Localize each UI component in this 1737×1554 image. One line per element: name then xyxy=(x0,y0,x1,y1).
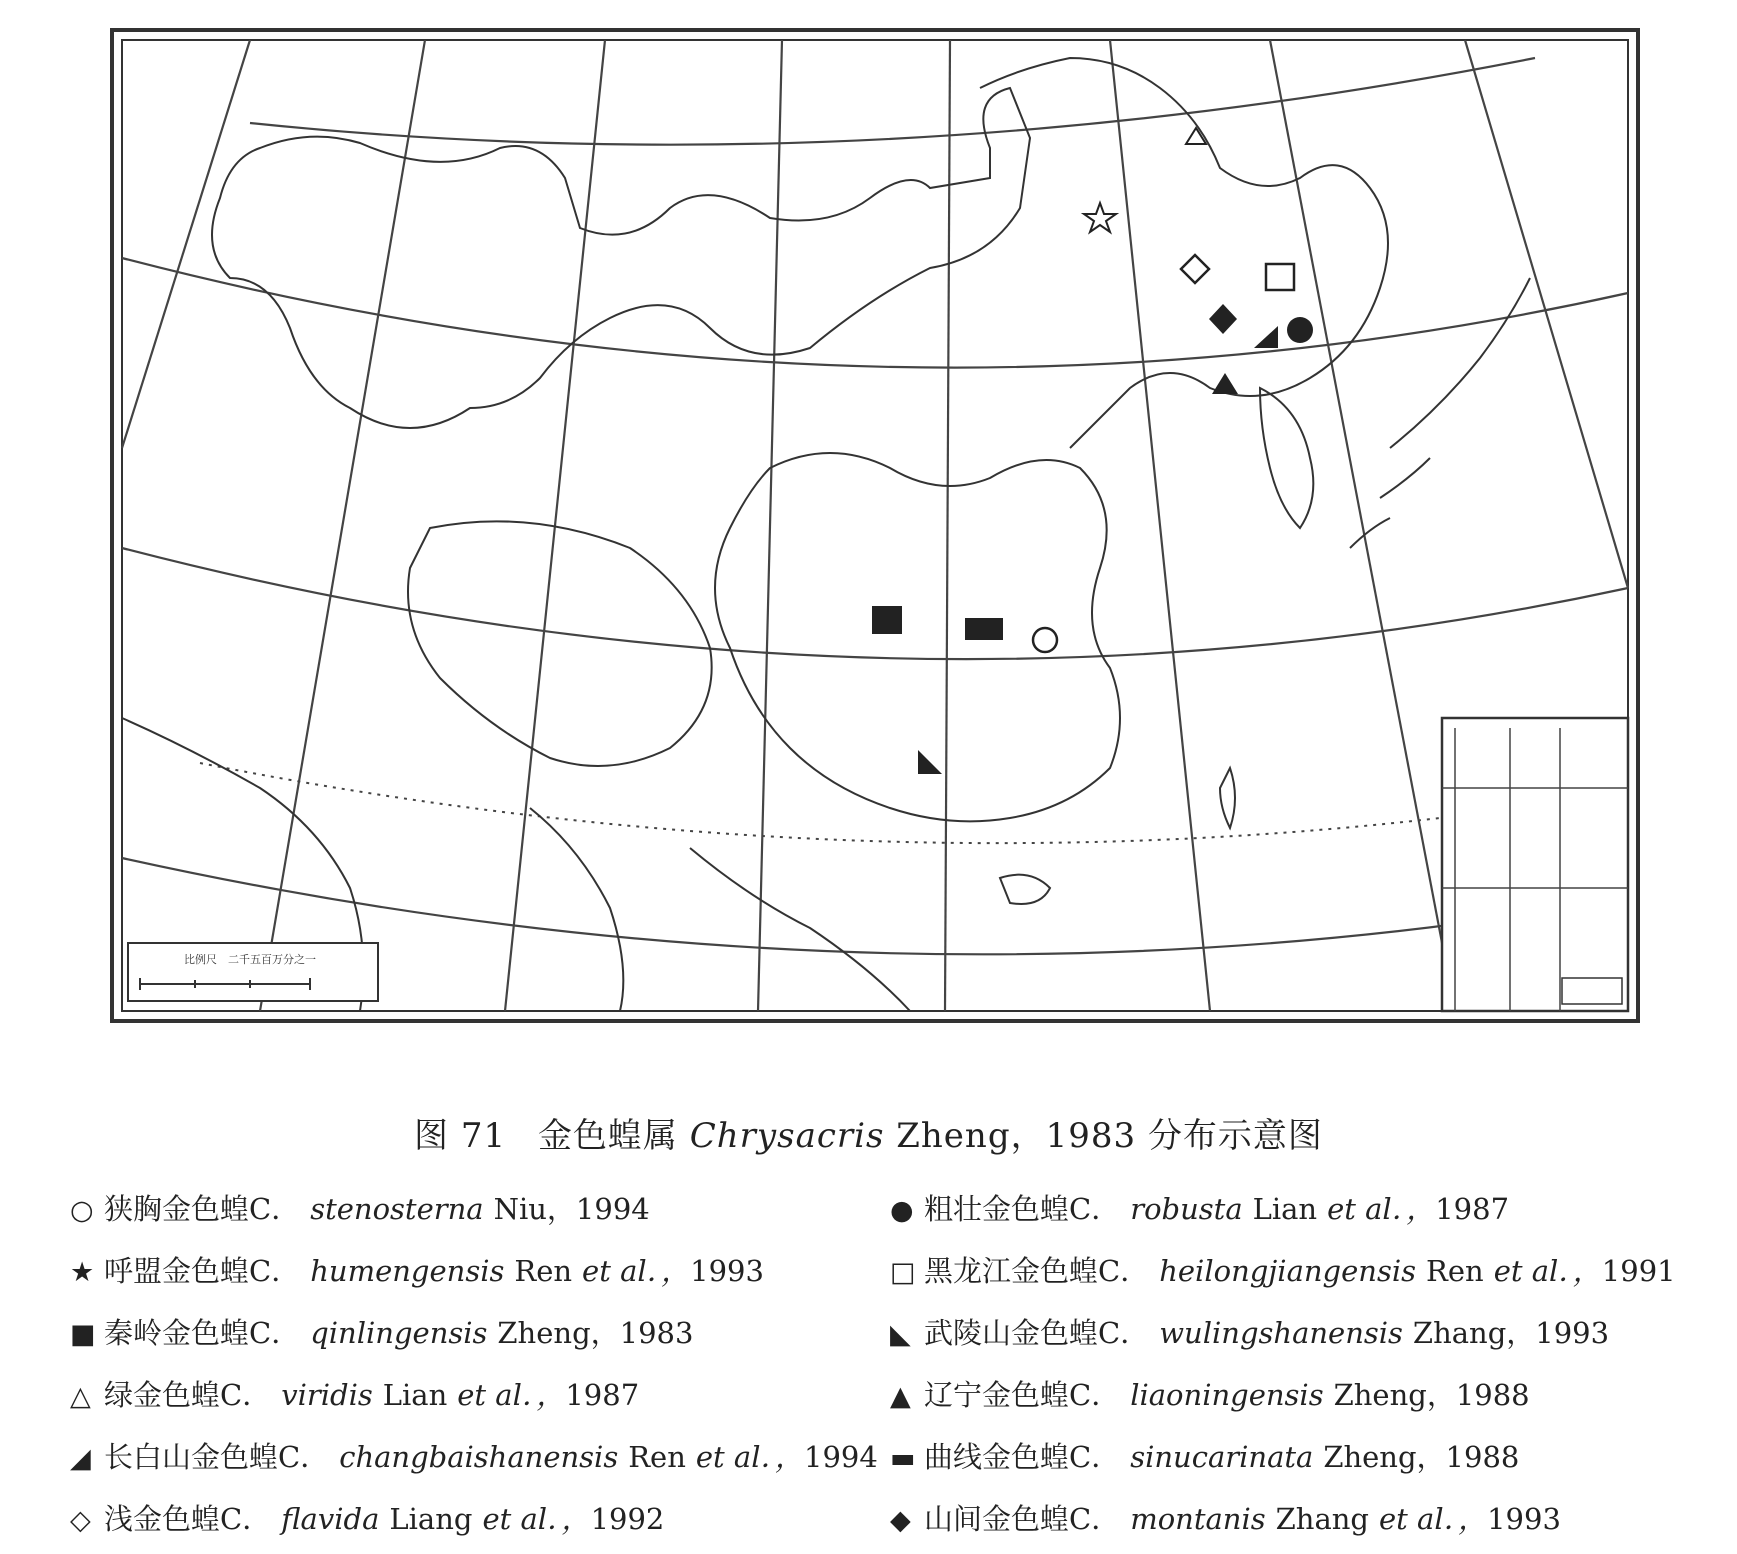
figure-title-cn: 金色蝗属 xyxy=(537,1116,678,1156)
marker-filled-rectangle xyxy=(965,618,1003,640)
legend-species: qinlingensis xyxy=(310,1316,488,1350)
legend-genus-abbr: C． xyxy=(1069,1440,1121,1474)
legend-item xyxy=(70,1178,878,1240)
legend-genus-abbr: C． xyxy=(249,1192,301,1226)
open-diamond-icon: ◇ xyxy=(70,1505,91,1536)
legend-species: humengensis xyxy=(310,1254,505,1288)
legend-year: 1992 xyxy=(590,1502,665,1536)
legend-species: stenosterna xyxy=(310,1192,484,1226)
filled-diamond-icon: ◆ xyxy=(890,1505,911,1536)
legend-year: 1987 xyxy=(565,1378,640,1412)
legend-cn-name: 呼盟金色蝗 xyxy=(104,1254,250,1288)
legend-author: Zhang xyxy=(1275,1502,1369,1536)
legend-item xyxy=(70,1240,878,1302)
legend-author: Zheng， xyxy=(1323,1440,1446,1474)
legend-cn-name: 秦岭金色蝗 xyxy=(104,1316,250,1350)
filled-circle-icon: ● xyxy=(890,1195,914,1226)
legend-etal: et al．， xyxy=(482,1502,591,1536)
legend-cn-name: 粗壮金色蝗 xyxy=(924,1192,1070,1226)
legend-item xyxy=(70,1426,878,1488)
legend-species: changbaishanensis xyxy=(339,1440,619,1474)
filled-rectangle-icon: ▬ xyxy=(890,1443,916,1474)
legend-year: 1983 xyxy=(619,1316,694,1350)
legend-author: Lian xyxy=(382,1378,448,1412)
legend-item xyxy=(70,1302,878,1364)
figure-number: 图 71 xyxy=(414,1116,507,1156)
legend-species: robusta xyxy=(1130,1192,1243,1226)
legend-genus-abbr: C． xyxy=(1098,1316,1150,1350)
legend-item xyxy=(890,1302,1676,1364)
legend-genus-abbr: C． xyxy=(249,1254,301,1288)
legend-genus-abbr: C． xyxy=(1098,1254,1150,1288)
legend-cn-name: 绿金色蝗 xyxy=(104,1378,221,1412)
legend-author: Zheng， xyxy=(497,1316,620,1350)
filled-star-icon: ★ xyxy=(70,1257,95,1288)
legend-item xyxy=(70,1364,878,1426)
scale-box xyxy=(128,943,378,1001)
legend-cn-name: 山间金色蝗 xyxy=(924,1502,1070,1536)
legend-item xyxy=(70,1488,878,1550)
legend-year: 1987 xyxy=(1435,1192,1510,1226)
legend-year: 1994 xyxy=(804,1440,878,1474)
legend-item xyxy=(890,1364,1676,1426)
legend-year: 1993 xyxy=(1535,1316,1610,1350)
open-square-icon: □ xyxy=(890,1257,916,1288)
legend-cn-name: 曲线金色蝗 xyxy=(924,1440,1070,1474)
legend-author: Niu， xyxy=(493,1192,576,1226)
legend-author: Zhang， xyxy=(1412,1316,1536,1350)
legend-author: Ren xyxy=(514,1254,573,1288)
legend-cn-name: 武陵山金色蝗 xyxy=(924,1316,1099,1350)
legend-cn-name: 黑龙江金色蝗 xyxy=(924,1254,1099,1288)
legend-author: Ren xyxy=(1426,1254,1484,1288)
left-right-triangle-icon: ◣ xyxy=(890,1319,911,1350)
legend-year: 1993 xyxy=(1487,1502,1561,1536)
legend-year: 1993 xyxy=(690,1254,764,1288)
legend-item xyxy=(890,1178,1676,1240)
legend-species: sinucarinata xyxy=(1130,1440,1314,1474)
legend-author: Liang xyxy=(389,1502,473,1536)
figure-suffix: 分布示意图 xyxy=(1147,1116,1323,1156)
right-triangle-icon: ◢ xyxy=(70,1443,91,1474)
legend-year: 1991 xyxy=(1601,1254,1676,1288)
legend-cn-name: 浅金色蝗 xyxy=(104,1502,221,1536)
open-circle-icon: ○ xyxy=(70,1195,94,1226)
legend-genus-abbr: C． xyxy=(1069,1192,1121,1226)
inset-label-box xyxy=(1562,978,1622,1004)
south-china-sea-inset xyxy=(1442,718,1628,1011)
legend-etal: et al．， xyxy=(1379,1502,1488,1536)
legend-etal: et al．， xyxy=(457,1378,566,1412)
legend-cn-name: 狭胸金色蝗 xyxy=(104,1192,250,1226)
legend-left-column xyxy=(70,1178,878,1550)
legend-genus-abbr: C． xyxy=(1069,1378,1121,1412)
legend-genus-abbr: C． xyxy=(249,1316,301,1350)
filled-square-icon: ■ xyxy=(70,1319,96,1350)
legend-year: 1994 xyxy=(575,1192,650,1226)
figure-genus: Chrysacris xyxy=(689,1116,885,1156)
legend-species: wulingshanensis xyxy=(1159,1316,1403,1350)
map-svg xyxy=(110,28,1640,1023)
legend-etal: et al．， xyxy=(695,1440,804,1474)
legend-author: Lian xyxy=(1252,1192,1318,1226)
open-triangle-icon: △ xyxy=(70,1381,91,1412)
legend-species: heilongjiangensis xyxy=(1159,1254,1416,1288)
legend-cn-name: 长白山金色蝗 xyxy=(104,1440,279,1474)
legend-etal: et al．， xyxy=(1493,1254,1602,1288)
scale-text: 比例尺 二千五百万分之一 xyxy=(184,953,316,966)
legend-genus-abbr: C． xyxy=(1069,1502,1121,1536)
legend-item xyxy=(890,1426,1676,1488)
legend-species: flavida xyxy=(281,1502,380,1536)
figure-authority: Zheng，1983 xyxy=(896,1116,1137,1156)
marker-filled-square xyxy=(872,606,902,634)
legend-author: Zheng， xyxy=(1333,1378,1456,1412)
legend-species: viridis xyxy=(281,1378,373,1412)
legend-author: Ren xyxy=(628,1440,686,1474)
legend-item xyxy=(890,1240,1676,1302)
legend-etal: et al．， xyxy=(582,1254,691,1288)
legend-genus-abbr: C． xyxy=(220,1502,272,1536)
legend-species: liaoningensis xyxy=(1130,1378,1324,1412)
legend-etal: et al．， xyxy=(1327,1192,1436,1226)
legend-cn-name: 辽宁金色蝗 xyxy=(924,1378,1070,1412)
legend-year: 1988 xyxy=(1445,1440,1520,1474)
legend-right-column xyxy=(890,1178,1676,1550)
legend-item xyxy=(890,1488,1676,1550)
legend-species: montanis xyxy=(1130,1502,1266,1536)
marker-filled-circle xyxy=(1287,317,1313,343)
legend-genus-abbr: C． xyxy=(278,1440,330,1474)
figure-caption xyxy=(0,1108,1737,1157)
legend-year: 1988 xyxy=(1455,1378,1530,1412)
distribution-map xyxy=(110,28,1640,1023)
legend-genus-abbr: C． xyxy=(220,1378,272,1412)
filled-triangle-icon: ▲ xyxy=(890,1381,911,1412)
